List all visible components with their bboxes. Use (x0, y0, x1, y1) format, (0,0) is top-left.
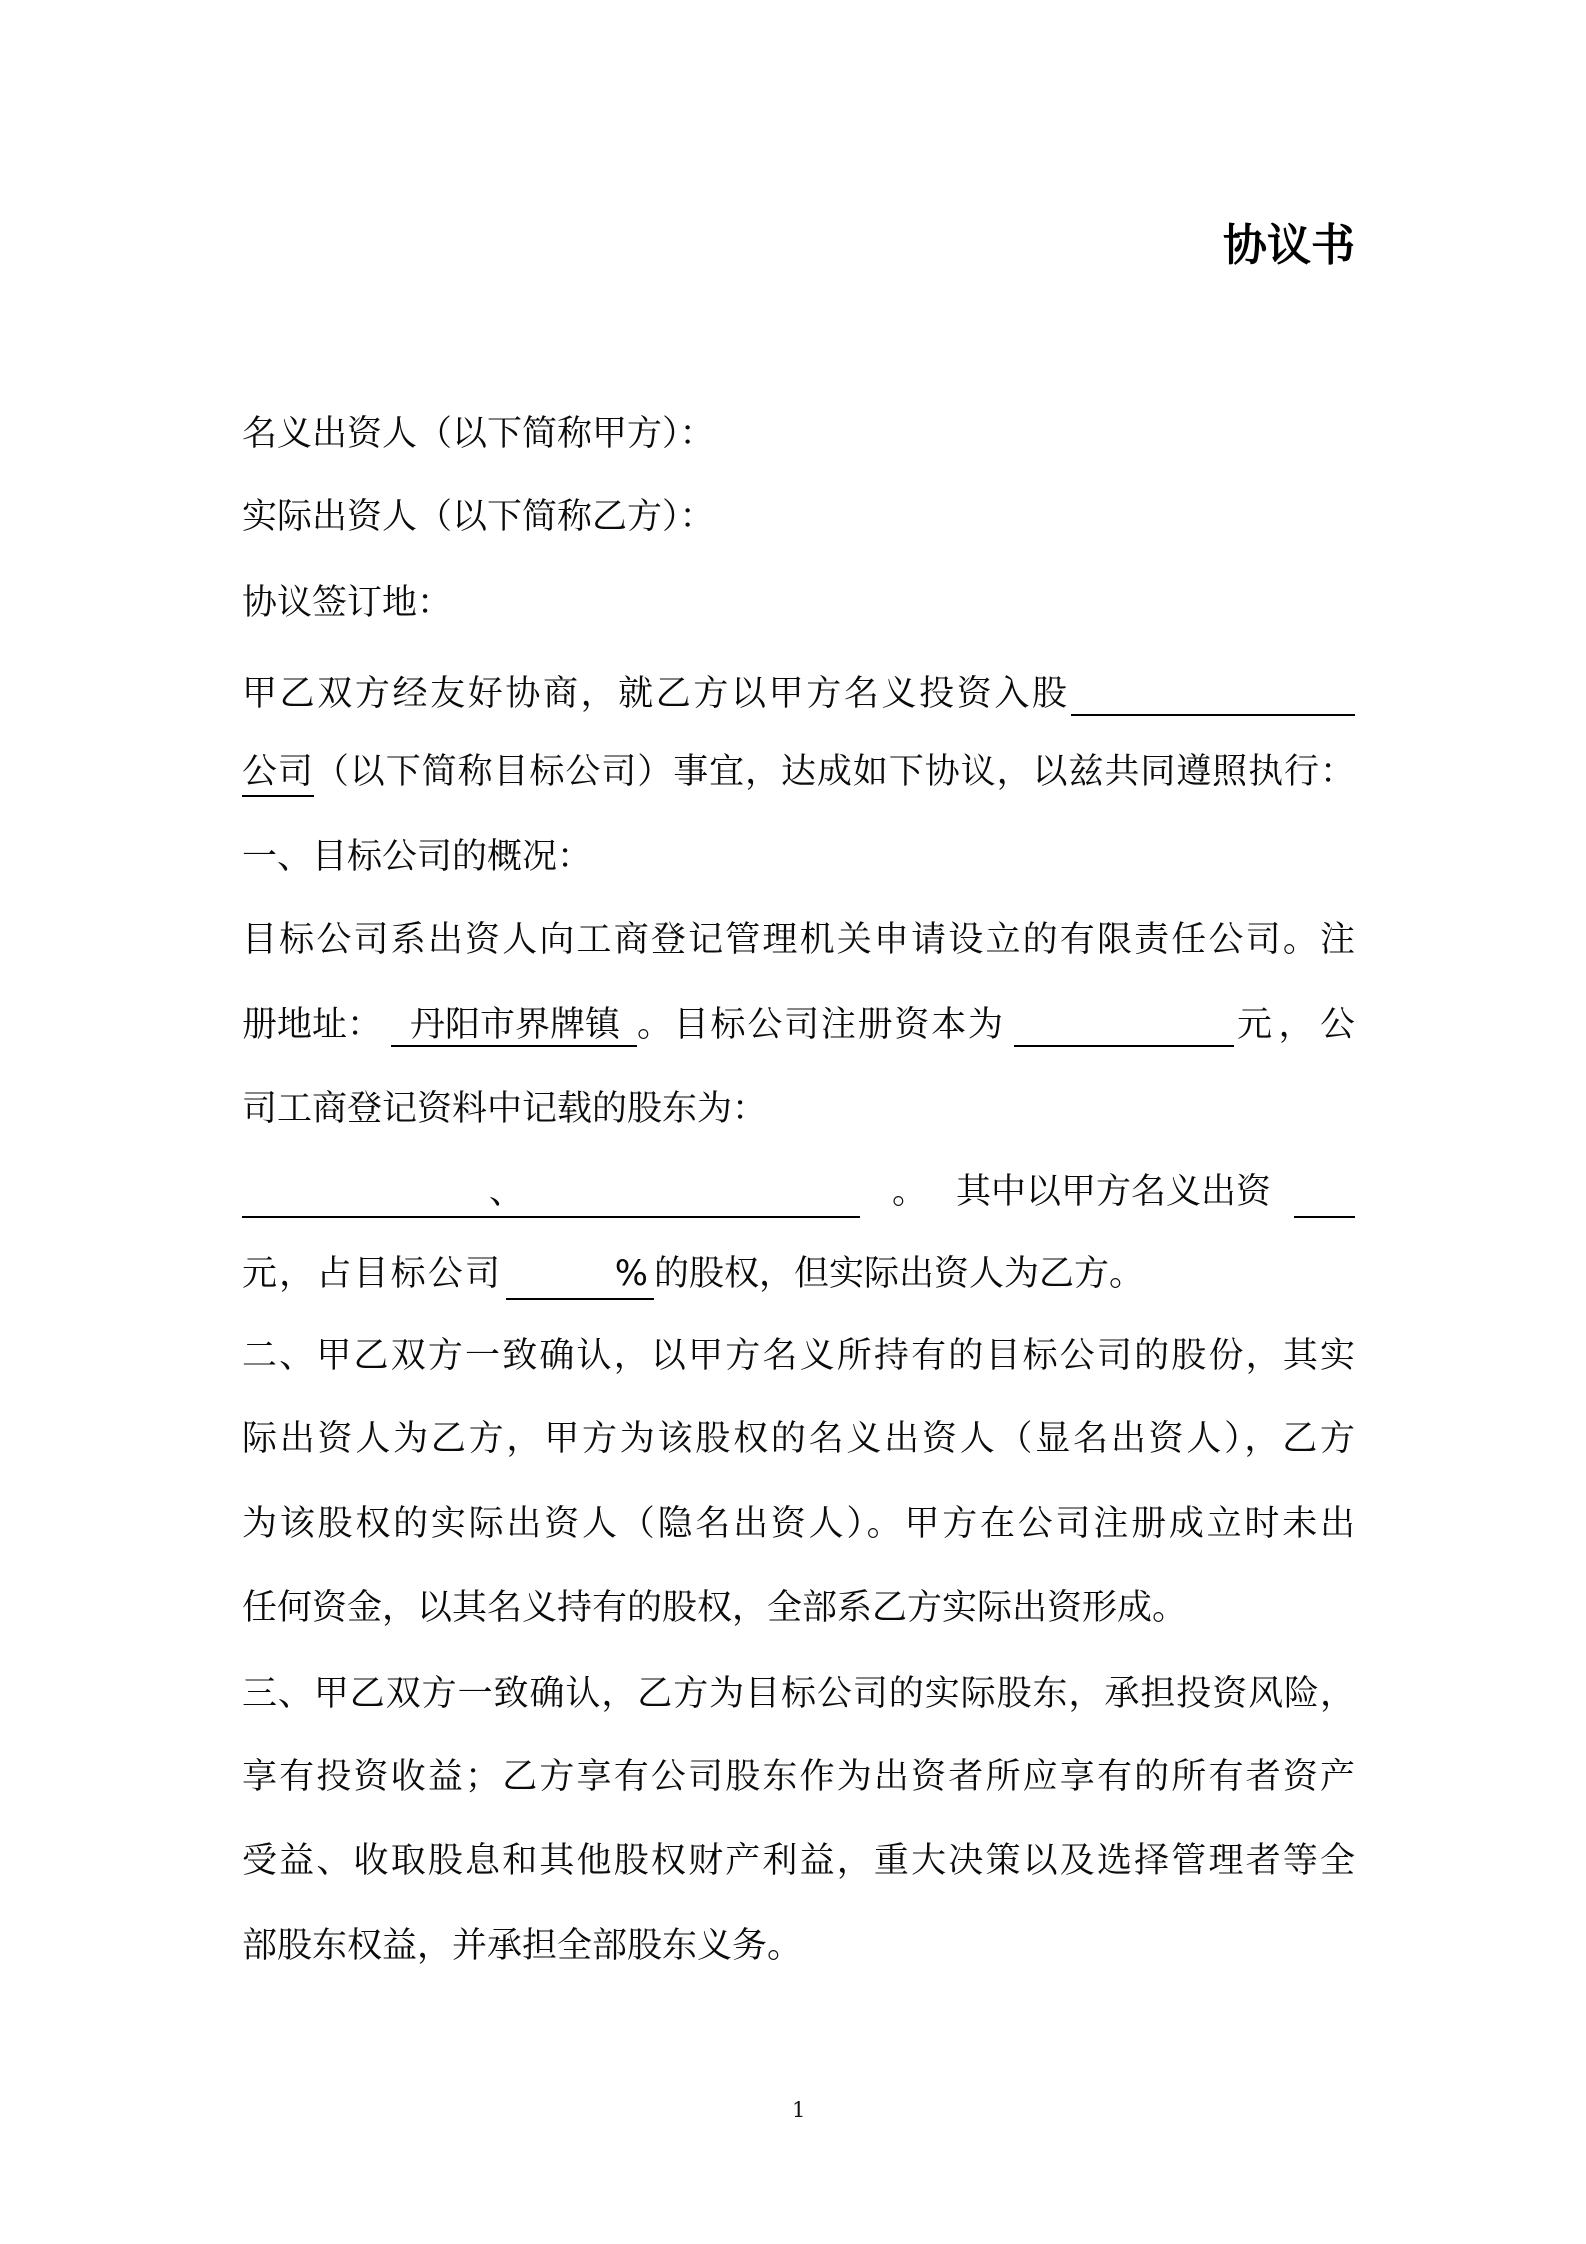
capital-unit-text: 元，公 (1237, 1005, 1355, 1045)
shareholders-end: 。 (892, 1172, 928, 1212)
shareholder-separator: 、 (489, 1172, 525, 1212)
section-1-line-4 (242, 1172, 1355, 1217)
party-b-label: 实际出资人（以下简称乙方）： (242, 497, 715, 537)
preamble-line-2 (242, 752, 1355, 797)
nominal-capital-blank (1294, 1175, 1355, 1218)
shareholders-text: 司工商登记资料中记载的股东为： (242, 1089, 768, 1129)
company-name-blank (1071, 677, 1355, 716)
share-percent-blank (506, 1254, 654, 1300)
shareholders-blank (242, 1172, 860, 1218)
address-field (391, 1005, 637, 1047)
section-1-line-5 (242, 1254, 1355, 1299)
share-text: 元，占目标公司 (242, 1254, 500, 1294)
section-2-line: 际出资人为乙方，甲方为该股权的名义出资人（显名出资人），乙方 (242, 1419, 1355, 1459)
registered-capital-blank (1014, 1008, 1234, 1047)
section-2-line: 为该股权的实际出资人（隐名出资人）。甲方在公司注册成立时未出 (242, 1504, 1355, 1544)
preamble-line-1 (242, 674, 1355, 719)
document-title: 协议书 (1223, 220, 1355, 271)
section-3-line: 部股东权益，并承担全部股东义务。 (242, 1926, 803, 1966)
preamble-line-2-text: （以下简称目标公司）事宜，达成如下协议，以兹共同遵照执行： (313, 752, 1355, 792)
party-a-label: 名义出资人（以下简称甲方）： (242, 414, 715, 454)
percent-sign: % (614, 1254, 648, 1294)
nominal-capital-text: 其中以甲方名义出资 (956, 1172, 1272, 1212)
share-text-end: 的股权，但实际出资人为乙方。 (654, 1254, 1145, 1294)
section-1-line-2 (242, 1005, 1355, 1050)
address-label: 册地址： (242, 1005, 383, 1045)
section-2-line: 任何资金，以其名义持有的股权，全部系乙方实际出资形成。 (242, 1588, 1188, 1628)
registered-capital-text: 。目标公司注册资本为 (637, 1005, 1003, 1045)
section-3-line: 享有投资收益；乙方享有公司股东作为出资者所应享有的所有者资产 (242, 1757, 1355, 1797)
section-3-line: 受益、收取股息和其他股权财产利益，重大决策以及选择管理者等全 (242, 1841, 1355, 1881)
section-3-line: 三、甲乙双方一致确认，乙方为目标公司的实际股东，承担投资风险， (242, 1674, 1355, 1714)
preamble-line-1-text: 甲乙双方经友好协商，就乙方以甲方名义投资入股 (242, 674, 1067, 714)
signing-place-label: 协议签订地： (242, 583, 453, 623)
page-number: 1 (792, 2098, 806, 2122)
section-1-line-1: 目标公司系出资人向工商登记管理机关申请设立的有限责任公司。注 (242, 920, 1355, 960)
preamble-company-word: 公司 (242, 752, 314, 797)
address-value: 丹阳市界牌镇 (410, 1005, 621, 1045)
section-1-heading: 一、目标公司的概况： (242, 837, 593, 877)
section-2-line: 二、甲乙双方一致确认，以甲方名义所持有的目标公司的股份，其实 (242, 1336, 1355, 1376)
